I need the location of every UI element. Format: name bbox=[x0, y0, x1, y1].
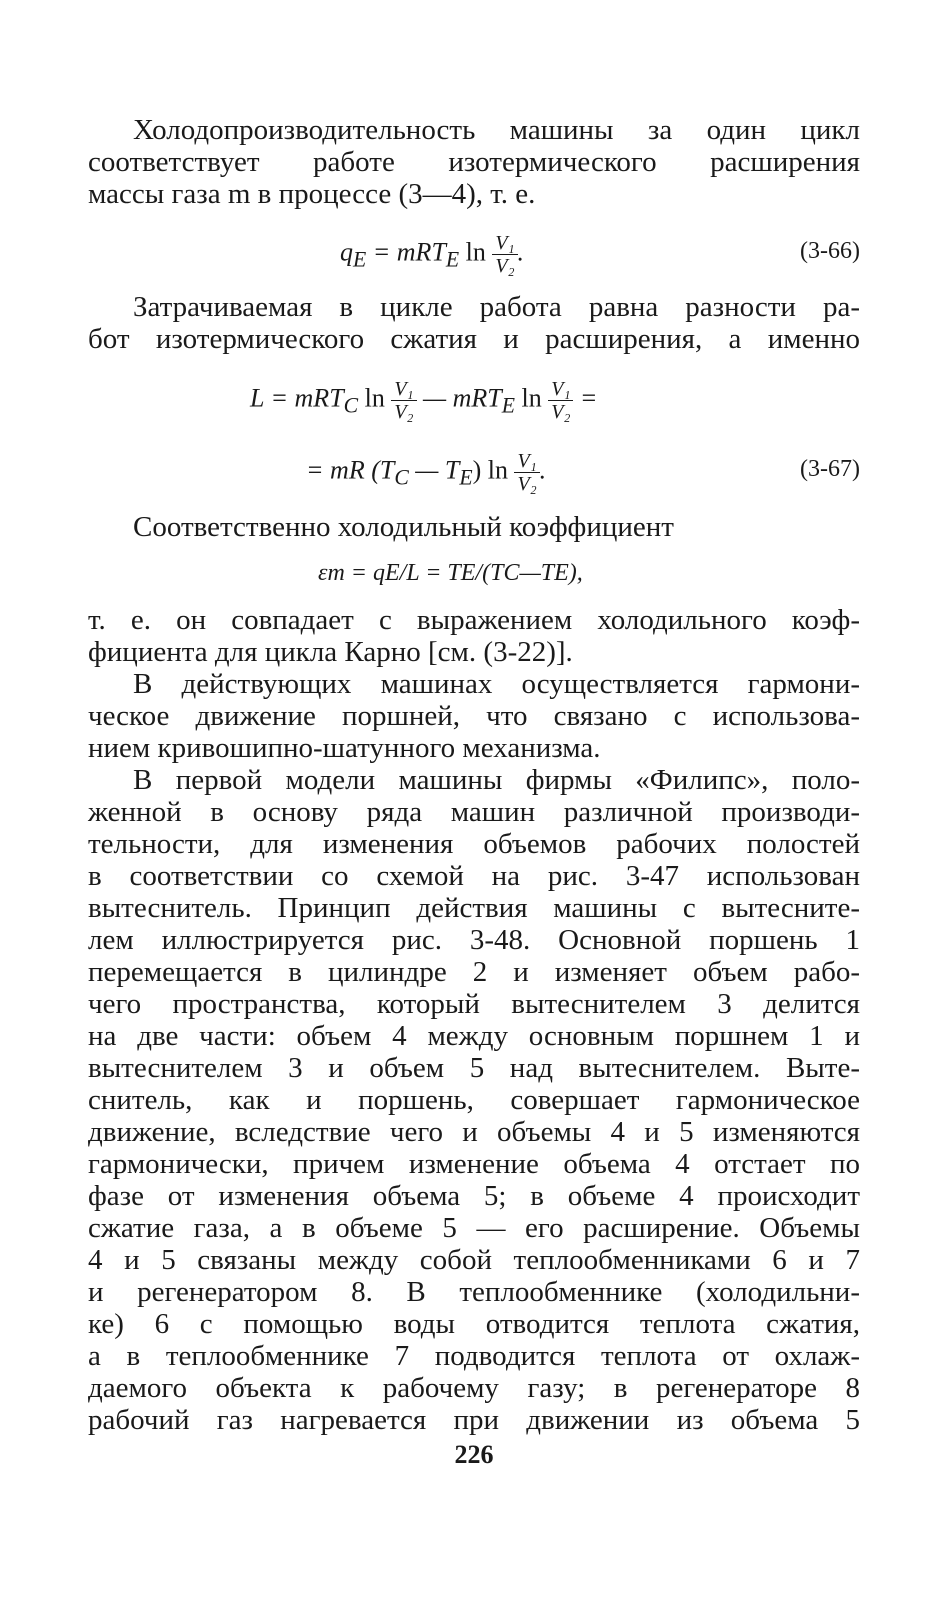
text-line: т. е. он совпадает с выражением холодильного коэф- bbox=[88, 604, 860, 636]
equation-number: (3-67) bbox=[800, 456, 860, 482]
text-line: в соответствии со схемой на рис. 3-47 использован bbox=[88, 860, 860, 892]
text-line: перемещается в цилиндре 2 и изменяет объем рабо- bbox=[88, 956, 860, 988]
text-line: ке) 6 с помощью воды отводится теплота сжатия, bbox=[88, 1308, 860, 1340]
text-line: тельности, для изменения объемов рабочих полостей bbox=[88, 828, 860, 860]
equation-3-67-line-1: L = mRT$_C$ ln $\frac{\text{V₁}}{\text{V₂}}$ — mRT$_E$ ln $\frac{\text{V₁}}{\text{V₂}}$ = bbox=[250, 378, 598, 423]
text-line: Холодопроизводительность машины за один цикл bbox=[133, 114, 860, 146]
text-line: женной в основу ряда машин различной производи- bbox=[88, 796, 860, 828]
text-line: движение, вследствие чего и объемы 4 и 5 изменяются bbox=[88, 1116, 860, 1148]
text-line: В первой модели машины фирмы «Филипс», поло- bbox=[133, 764, 860, 796]
text-line: вытеснителем 3 и объем 5 над вытеснителем. Выте- bbox=[88, 1052, 860, 1084]
text-line: соответствует работе изотермического расширения bbox=[88, 146, 860, 178]
text-line: на две части: объем 4 между основным поршнем 1 и bbox=[88, 1020, 860, 1052]
text-line: снитель, как и поршень, совершает гармоническое bbox=[88, 1084, 860, 1116]
text-line: сжатие газа, а в объеме 5 — его расширение. Объемы bbox=[88, 1212, 860, 1244]
equation-3-66: $q_E = mRT_E$ ln $\frac{\text{V₁}}{\text{V₂}}$ . bbox=[340, 232, 525, 277]
text-line: и регенератором 8. В теплообменнике (холодильни- bbox=[88, 1276, 860, 1308]
text-line: бот изотермического сжатия и расширения, а именно bbox=[88, 323, 860, 355]
equation-refrigeration-coefficient: εт = qE/L = TE/(TC—TE), bbox=[318, 560, 583, 586]
text-line: чего пространства, который вытеснителем 3 делится bbox=[88, 988, 860, 1020]
text-line: ческое движение поршней, что связано с использова- bbox=[88, 700, 860, 732]
text-line: рабочий газ нагревается при движении из объема 5 bbox=[88, 1404, 860, 1436]
text-line: вытеснитель. Принцип действия машины с вытесните- bbox=[88, 892, 860, 924]
text-line: фициента для цикла Карно [см. (3-22)]. bbox=[88, 636, 573, 668]
text-line: Затрачиваемая в цикле работа равна разности ра- bbox=[133, 291, 860, 323]
text-line: нием кривошипно-шатунного механизма. bbox=[88, 732, 601, 764]
text-line: массы газа m в процессе (3—4), т. е. bbox=[88, 178, 536, 210]
text-line: В действующих машинах осуществляется гармони- bbox=[133, 668, 860, 700]
text-line: 4 и 5 связаны между собой теплообменниками 6 и 7 bbox=[88, 1244, 860, 1276]
equation-3-67-line-2: = mR ($T_C$ — $T_E$) ln $\frac{\text{V₁}}{\text{V₂}}$ . bbox=[306, 450, 547, 495]
text-line: даемого объекта к рабочему газу; в регенераторе 8 bbox=[88, 1372, 860, 1404]
text-line: гармонически, причем изменение объема 4 отстает по bbox=[88, 1148, 860, 1180]
text-line: фазе от изменения объема 5; в объеме 4 происходит bbox=[88, 1180, 860, 1212]
text-line: лем иллюстрируется рис. 3-48. Основной поршень 1 bbox=[88, 924, 860, 956]
text-line: Соответственно холодильный коэффициент bbox=[133, 511, 674, 543]
page-number: 226 bbox=[454, 1440, 494, 1469]
equation-number: (3-66) bbox=[800, 238, 860, 264]
text-line: а в теплообменнике 7 подводится теплота от охлаж- bbox=[88, 1340, 860, 1372]
